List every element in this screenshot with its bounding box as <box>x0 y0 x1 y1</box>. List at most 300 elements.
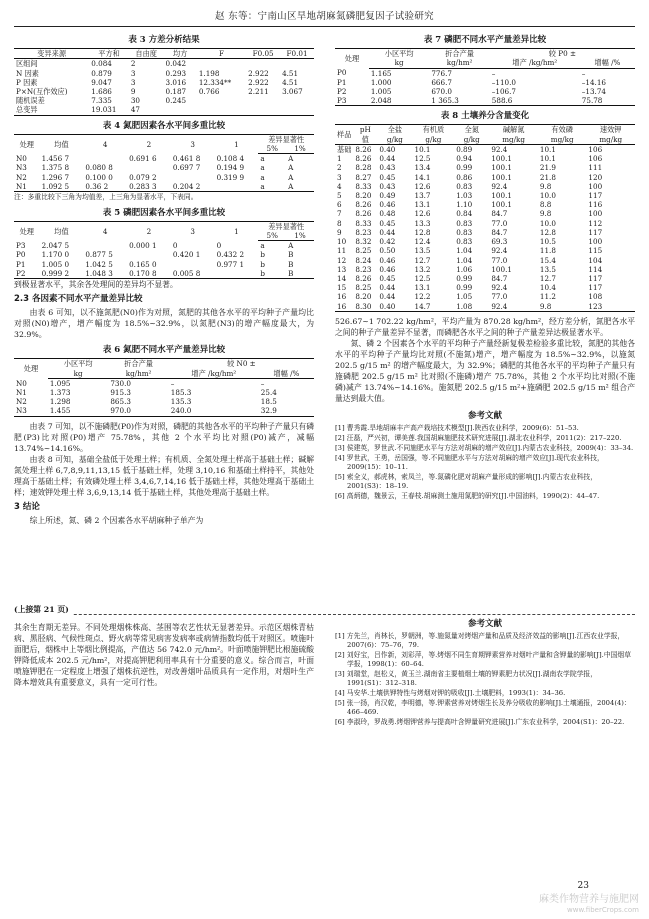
table-header-cell: 折合产量 <box>108 359 168 369</box>
table-cell: P2 <box>337 86 347 96</box>
table-header-cell: 1 <box>215 221 259 240</box>
table-row <box>14 406 314 416</box>
left-column <box>14 30 314 526</box>
table-cell: 0.977 1 <box>216 259 245 269</box>
table-cell: 12.7 <box>539 273 556 283</box>
table-cell: 0.100 0 <box>85 172 113 182</box>
table-cell: 0.40 <box>379 144 396 154</box>
table-cell: 117 <box>588 190 603 200</box>
table-cell: 1.092 5 <box>40 182 84 192</box>
table-cell <box>164 105 197 115</box>
table8 <box>335 124 635 311</box>
table-cell: 基础 <box>337 144 352 154</box>
table6 <box>14 358 314 416</box>
table-cell: 13.2 <box>414 264 431 274</box>
table-cell <box>127 250 171 259</box>
reference-item: [6] 李淑玲，罗战勇.烤烟钾营养与提高叶含钾量研究进展[J].广东农业科学，2004(S1)：20–22. <box>335 717 625 726</box>
table-cell: 1.048 3 <box>83 269 127 279</box>
table-cell: a <box>260 154 265 164</box>
table-cell: 8.23 <box>355 227 372 237</box>
table-cell: 0.194 9 <box>216 163 245 173</box>
reference-item: [5] 索全义，郝虎林，索凤兰，等.氮磷化肥对胡麻产量形成的影响[J].内蒙古农业科技，2001(S3)：18–19. <box>335 473 598 491</box>
table-cell: 10.1 <box>539 154 556 164</box>
table-cell: 0.187 <box>165 86 187 96</box>
table-cell: 10.1 <box>414 144 431 154</box>
table-cell: 30 <box>130 96 140 106</box>
table-header-cell: 速效钾 mg/kg <box>586 125 635 144</box>
table-cell: 0.165 0 <box>129 259 157 269</box>
table-header-cell: kg <box>48 369 108 379</box>
table-row <box>335 200 635 209</box>
table-header-cell: 有机质 g/kg <box>413 125 455 144</box>
table-header-row <box>14 221 314 231</box>
table-row <box>14 163 314 172</box>
table-row <box>335 256 635 265</box>
table-cell: 84.7 <box>491 273 508 283</box>
table-cell: 9.047 <box>91 77 112 87</box>
table-header-cell: F0.01 <box>280 49 314 59</box>
table-cell: 2.922 <box>248 77 269 87</box>
table-cell: 10.5 <box>539 237 556 247</box>
table-cell: 100.1 <box>491 154 512 164</box>
table-cell: 12.334** <box>198 77 232 87</box>
table-header-cell: kg/hm² <box>108 369 168 379</box>
table-cell: 69.3 <box>491 237 508 247</box>
table-cell: 10.0 <box>539 190 556 200</box>
table-cell: 77.0 <box>491 218 508 228</box>
table-cell: 10.0 <box>539 218 556 228</box>
table-cell: 0.879 <box>91 68 112 78</box>
table-cell: 100 <box>588 181 603 191</box>
table-row <box>14 78 314 87</box>
table-header-cell: 处理 <box>14 134 40 153</box>
table-cell: 0.432 2 <box>216 250 245 260</box>
table-row <box>335 78 635 87</box>
table-cell: 8.27 <box>355 172 372 182</box>
table-cell: 10.1 <box>539 144 556 154</box>
table-row <box>335 237 635 246</box>
table-cell: 0.319 9 <box>216 172 245 182</box>
table-cell: 670.0 <box>431 86 452 96</box>
table-cell: 3 <box>337 172 342 182</box>
table-header-cell: 折合产量 <box>429 49 489 59</box>
table-row <box>14 182 314 192</box>
table-cell: 120 <box>588 172 603 182</box>
table-cell: 8.26 <box>355 209 372 219</box>
table-cell: a <box>260 172 265 182</box>
table-cell: 0.079 2 <box>129 172 157 182</box>
table-cell: 8 <box>337 218 342 228</box>
table-cell: 100.1 <box>491 190 512 200</box>
table-cell <box>215 269 259 279</box>
table-cell: 11 <box>337 246 347 256</box>
table-cell: 92.4 <box>491 246 508 256</box>
table-cell <box>246 59 280 69</box>
reference-item: [6] 高炳德，魏景云，王春枝.胡麻测土施用氮肥的研究[J].中国油料，1990(2)：44–47. <box>335 492 600 501</box>
table-cell: A <box>288 163 294 173</box>
table-header-cell: 自由度 <box>129 49 164 59</box>
table-cell: 13.7 <box>414 190 431 200</box>
table-cell: 14.7 <box>413 302 455 312</box>
table-cell: 0.080 8 <box>85 163 113 173</box>
table-header-cell: 变异来源 <box>14 49 89 59</box>
table-cell: 2 <box>130 59 136 69</box>
paragraph: 到极显著水平，其余各处理间的差异均不显著。 <box>14 279 178 289</box>
table-cell <box>171 173 215 182</box>
table-row <box>14 241 314 251</box>
table-cell: 0.83 <box>456 181 473 191</box>
reference-item: [4] 马安华.土壤供钾特性与烤烟对钾的吸收[J].土壤肥料，1993(1)：34–36. <box>335 688 566 697</box>
table-cell: 3.016 <box>165 77 187 87</box>
table-cell: P3 <box>16 240 26 250</box>
table-cell: 1.042 5 <box>85 259 113 269</box>
table-cell: 12 <box>337 255 347 265</box>
table-cell: 2.211 <box>248 86 269 96</box>
table-cell: N 因素 <box>16 68 39 78</box>
table-cell: 5 <box>337 190 342 200</box>
table-header-cell: 均方 <box>164 49 197 59</box>
table-cell: 8.33 <box>355 218 372 228</box>
table-cell: P2 <box>14 269 40 279</box>
table-cell: –106.7 <box>491 86 516 96</box>
table-cell: 666.7 <box>431 77 452 87</box>
table-cell: b <box>260 250 265 260</box>
table-cell: 21.8 <box>539 172 556 182</box>
paragraph: 氮、磷 2 个因素各个水平的平均种子产量经新复极差检验多重比较，氮肥的其他各水平的平均种子产量均比对照(不施氮)增产，增产幅度为 18.5%~32.9%，以施氮 202.5 g/15 m² 的增产幅度最大，为 32.9%；磷肥的其他各水平的平均种子产量只有施磷肥 202.5 g/15 m² 比对照(不施磷)增产 75.78%，其他 2 个水平均比对照(不施磷)减产 13.74%~14.16%。施氮肥 202.5 g/15 m²+施磷肥 202.5 g/15 m² 组合产量达到最大值。 <box>335 338 635 404</box>
table-cell: 776.7 <box>431 68 452 78</box>
table-cell: A <box>288 241 294 251</box>
table-header-cell: 处理 <box>14 221 40 240</box>
table-cell: 1.03 <box>456 190 473 200</box>
table-cell: 12.4 <box>414 237 431 247</box>
table-row <box>14 269 314 279</box>
table-cell: 100.1 <box>491 200 512 210</box>
table-row <box>14 59 314 69</box>
table-cell: 16 <box>335 302 353 312</box>
table-cell: 0.084 <box>91 59 112 69</box>
watermark-logo-text: 麻类作物营养与施肥网 <box>539 894 639 905</box>
table-row <box>14 388 314 397</box>
continuation-block <box>14 622 314 688</box>
table-row <box>14 378 314 388</box>
table-cell: 18.5 <box>260 397 277 407</box>
table-cell: 3.067 <box>282 86 303 96</box>
table-cell <box>197 105 246 115</box>
table-row <box>14 397 314 406</box>
table-row <box>14 250 314 259</box>
table-row <box>14 69 314 78</box>
table-cell: 8.24 <box>355 255 372 265</box>
table-row <box>335 87 635 96</box>
table3-caption: 表 3 方差分析结果 <box>128 35 200 45</box>
table-cell: 92.4 <box>491 283 508 293</box>
table-cell: 0.36 2 <box>83 182 127 192</box>
table-cell: 16 <box>337 292 347 302</box>
table-cell: 1.04 <box>456 246 473 256</box>
table-cell: A <box>288 172 294 182</box>
table-cell: 0.40 <box>377 302 412 312</box>
table-header-cell: 1 <box>215 134 259 153</box>
table-cell: 12.6 <box>414 181 431 191</box>
table-cell: 13.1 <box>414 283 431 293</box>
table-cell <box>280 105 314 115</box>
table4-note: 注：多重比较下三角为均值差，上三角为显著水平，下表同。 <box>14 192 198 201</box>
table-cell: 117 <box>588 273 603 283</box>
table-cell: 0.697 7 <box>172 163 201 173</box>
reference-item: [4] 罗世武，王勇，岳国强，等.不同施肥水平与方法对胡麻的增产效应[J].现代农业科技，2009(15)：10–11. <box>335 454 604 472</box>
table-cell <box>246 96 280 105</box>
table-cell: 0.42 <box>379 237 396 247</box>
table-header-cell: kg/hm² <box>429 58 489 68</box>
table-cell: 100.1 <box>491 172 512 182</box>
table-cell: 8.20 <box>355 292 372 302</box>
table-cell: 0.44 <box>379 283 396 293</box>
table-cell: 0.99 <box>456 283 473 293</box>
paragraph: 综上所述，氮、磷 2 个因素各水平胡麻种子单产为 <box>29 516 204 526</box>
table-cell: 2.048 <box>369 96 429 106</box>
table-cell: 13.4 <box>414 163 431 173</box>
table-row <box>335 274 635 283</box>
table8-caption: 表 8 土壤养分含量变化 <box>440 111 530 122</box>
table-cell: 0.44 <box>379 154 396 164</box>
table-cell: 0.44 <box>379 292 396 302</box>
table-cell: 11.8 <box>539 246 556 256</box>
table-cell: 84.7 <box>491 227 508 237</box>
table-header-cell: 增产 /kg/hm² <box>490 58 580 68</box>
table-header-cell: 2 <box>127 221 171 240</box>
table-cell: 1.296 7 <box>41 172 70 182</box>
table-cell: 6 <box>337 200 342 210</box>
table-cell <box>197 96 246 105</box>
table-cell: 8.23 <box>355 264 372 274</box>
table-cell: – <box>491 68 496 78</box>
table5 <box>14 221 314 279</box>
table-cell: 1.04 <box>456 255 473 265</box>
table-cell: 0 <box>216 240 222 250</box>
table3 <box>14 48 314 116</box>
table-cell: 588.6 <box>490 96 580 106</box>
table-cell: 1 <box>337 154 342 164</box>
table-row <box>14 87 314 96</box>
table-cell: 9 <box>337 227 342 237</box>
table-cell: 1.455 <box>48 406 108 416</box>
table-header-cell: 处理 <box>14 359 48 378</box>
table-cell: a <box>258 182 286 192</box>
table-cell: 0.83 <box>456 227 473 237</box>
table-cell: 25.4 <box>260 388 277 398</box>
table-header-cell: 差异显著性 <box>258 134 314 144</box>
table-cell: 4.51 <box>282 68 299 78</box>
table-cell: N3 <box>14 406 48 416</box>
table-cell: 1.298 <box>49 397 71 407</box>
table-cell: 100.1 <box>491 264 512 274</box>
table-header-cell: 处理 <box>335 49 369 68</box>
table-cell: 106 <box>588 144 603 154</box>
table-row <box>14 96 314 105</box>
table-row <box>335 209 635 218</box>
table-cell: 77.0 <box>491 255 508 265</box>
table-cell: 7 <box>337 209 342 219</box>
table4 <box>14 134 314 192</box>
table-cell: –13.74 <box>581 86 606 96</box>
table-cell <box>215 182 259 192</box>
table-row <box>335 173 635 182</box>
table-header-cell: 4 <box>83 134 127 153</box>
table-cell: 13.1 <box>414 200 431 210</box>
table-cell: 117 <box>588 227 603 237</box>
references-list <box>335 632 635 727</box>
table-cell: P0 <box>337 68 347 78</box>
table-cell: 0.43 <box>379 181 396 191</box>
table-cell: N3 <box>16 163 27 173</box>
table-cell: 12.8 <box>414 227 431 237</box>
table-cell: 970.0 <box>108 406 168 416</box>
table-cell: 0.99 <box>456 273 473 283</box>
table-cell: 21.9 <box>539 163 556 173</box>
table-cell: 19.031 <box>89 105 129 115</box>
table-cell: 8.26 <box>355 273 372 283</box>
table-row <box>335 246 635 255</box>
table-cell: 108 <box>588 292 603 302</box>
table-cell: 1.456 7 <box>41 153 70 163</box>
table-cell: 100 <box>588 209 603 219</box>
table-cell: 0.46 <box>379 200 396 210</box>
continuation-text: 其余生育期无差异。不同处理烟株株高、茎围等农艺性状无显著差异。示范区烟株青枯病、黑胫病、气候性斑点、野火病等常见病害发病率或病情指数均低于对照区。喷施叶面肥后，烟株中上等烟比例提高，产值达 56 742.0 元/hm²。叶面喷施钾肥比根施硫酸钾降低成本 202.5 元/hm²，对提高钾肥利用率具有十分重要的意义。综合而言，叶面喷施钾肥在一定程度上增强了烟株抗逆性，对改善烟叶品质具有一定作用，对烟叶生产降本增效具有重要意义，具有一定可行性。 <box>14 623 314 688</box>
watermark-url: www.fiberCrops.com <box>567 906 639 914</box>
table-cell: – <box>581 68 586 78</box>
table-cell: 185.3 <box>170 388 192 398</box>
table-cell: P0 <box>16 250 26 260</box>
table-cell: 1.005 <box>370 86 392 96</box>
table-cell: 730.0 <box>110 378 131 388</box>
table7-caption: 表 7 磷肥不同水平产量差异比较 <box>423 35 547 45</box>
paragraph: 由表 8 可知，基础全盐低于处理土样；有机质、全氮处理土样高于基础土样；碱解氮处理土样 6,7,8,9,11,13,15 低于基础土样，处理 3,10,16 和基础土样持平，其他处理高于基础土样；有效磷处理土样 3,4,6,7,14,16 低于基础土样，其他处理高于基础土样；速效钾处理土样 3,6,9,13,14 低于基础土样，其他处理高于基础土样。 <box>14 454 314 498</box>
table-cell: b <box>258 269 286 279</box>
table-cell: 0.46 <box>379 264 396 274</box>
table-row <box>335 163 635 172</box>
table-cell <box>280 59 314 69</box>
table-cell: 100 <box>588 237 603 247</box>
page-number: 23 <box>577 881 589 891</box>
table-cell: 12.5 <box>414 154 431 164</box>
table-cell: 1.005 0 <box>41 259 70 269</box>
table-cell: 9.8 <box>539 181 552 191</box>
table4-caption: 表 4 氮肥因素各水平间多重比较 <box>102 120 226 131</box>
table-cell: 13 <box>337 264 347 274</box>
table-cell: 12.8 <box>539 227 556 237</box>
table-cell: P3 <box>335 96 369 106</box>
table-cell: 1.095 <box>49 378 71 388</box>
table-cell: 0.293 <box>165 68 187 78</box>
table-cell: 1.198 <box>198 68 220 78</box>
table-cell: 10 <box>337 237 347 247</box>
reference-item: [1] 方先兰，肖林长，罗朝洲，等.施氮量对烤烟产量和品质及经济效益的影响[J].江西农业学报，2007(6)：75–76，79. <box>335 632 625 650</box>
table-cell: 0.005 8 <box>171 269 215 279</box>
table-header-row <box>335 58 635 68</box>
table-cell: 0.46 <box>379 255 396 265</box>
table-cell: 12.6 <box>414 209 431 219</box>
table-header-cell: 有效磷 mg/kg <box>538 125 587 144</box>
table-cell: 1.05 <box>456 292 473 302</box>
table-cell: 0.45 <box>379 218 396 228</box>
table-cell: 111 <box>588 163 603 173</box>
table-cell: 1.165 <box>370 68 392 78</box>
table-cell: 865.3 <box>110 397 131 407</box>
table-cell: 84.7 <box>491 209 508 219</box>
table-cell: 8.8 <box>539 200 552 210</box>
table-row <box>335 292 635 301</box>
table-cell: 0.245 <box>165 96 187 106</box>
table-cell: 1.06 <box>456 264 473 274</box>
table-cell: 8.30 <box>353 302 377 312</box>
table-cell: 92.4 <box>489 302 538 312</box>
table-cell: B <box>288 259 294 269</box>
table-cell: 8.32 <box>355 237 372 247</box>
references-title: 参考文献 <box>467 619 502 629</box>
table-row <box>14 105 314 115</box>
table-header-row <box>14 359 314 369</box>
table-header-cell: 4 <box>83 221 127 240</box>
table-cell: N2 <box>16 172 27 182</box>
table-cell <box>83 241 127 251</box>
table-cell: 112 <box>588 218 603 228</box>
table-cell: 0.44 <box>379 227 396 237</box>
table-row <box>335 182 635 191</box>
table-cell: 1.686 <box>91 86 112 96</box>
table-cell: 区组间 <box>16 59 38 69</box>
table-cell: 77.0 <box>491 292 508 302</box>
table-header-row <box>14 369 314 379</box>
table-cell: 0.766 <box>198 86 220 96</box>
table-header-cell: 均值 <box>40 134 84 153</box>
table-cell: 0.691 6 <box>129 153 157 163</box>
table-header-cell: 3 <box>171 221 215 240</box>
table-cell: – <box>170 378 175 388</box>
table-header-cell: F0.05 <box>246 49 280 59</box>
table-cell: 0 <box>172 240 178 250</box>
table-cell: 92.4 <box>491 181 508 191</box>
table-cell: 0.461 8 <box>172 153 201 163</box>
table-cell: A <box>286 182 314 192</box>
table-cell: 14.1 <box>414 172 431 182</box>
table-cell: 0.99 <box>456 163 473 173</box>
table-cell: A <box>288 154 294 164</box>
table-cell: 123 <box>586 302 635 312</box>
table-cell: 8.26 <box>355 154 372 164</box>
table-header-cell: 全盐 g/kg <box>377 125 412 144</box>
table-cell: 9.8 <box>539 209 552 219</box>
table-cell: 3 <box>130 77 136 87</box>
table-cell: 8.28 <box>355 163 372 173</box>
table-cell: 104 <box>588 255 603 265</box>
table-cell: a <box>260 241 265 251</box>
table-cell: N0 <box>16 153 27 163</box>
table-cell: 12.7 <box>414 255 431 265</box>
table-cell: 0.420 1 <box>172 250 201 260</box>
table-cell: 8.26 <box>355 144 372 154</box>
table-cell: 1.10 <box>456 200 473 210</box>
table-header-cell: 小区平均 <box>48 359 108 369</box>
table-cell: 0.50 <box>379 246 396 256</box>
table-cell: 75.78 <box>580 96 635 106</box>
table-row <box>335 265 635 274</box>
paragraph: 由表 6 可知，以不施氮肥(N0)作为对照，氮肥的其他各水平的平均种子产量均比对照(N0)增产，增产幅度为 18.5%~32.9%，以氮肥(N3)的增产幅度最大，为 32.9%。 <box>14 308 314 340</box>
table-cell <box>246 105 280 115</box>
header-rule <box>14 26 635 27</box>
paragraph: 526.67~1 702.22 kg/hm²，平均产量为 870.28 kg/hm²，经方差分析，氮肥各水平之间的种子产量差异不显著，而磷肥各水平之间的种子产量差异达极显著水平。 <box>335 316 635 337</box>
table-cell: 15.4 <box>539 255 556 265</box>
reference-item: [2] 刘好宝，吕作新，刘彩萍，等.烤烟不同生育期钾素营养对烟叶产量和含钾量的影响[J].中国烟草学报，1998(1)：60–64. <box>335 651 632 668</box>
